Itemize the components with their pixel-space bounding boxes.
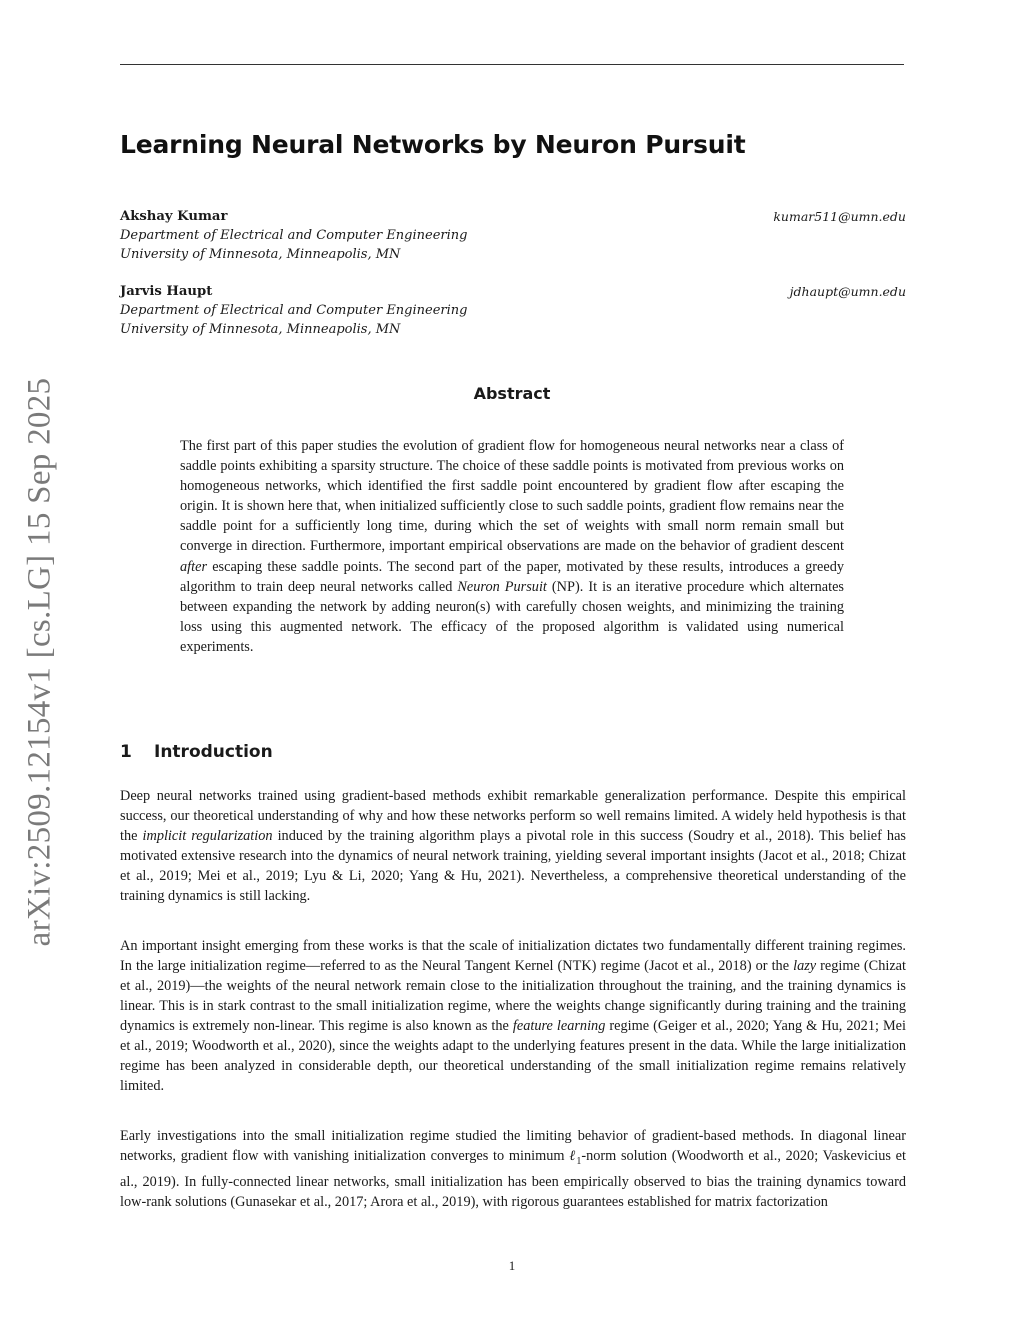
intro-paragraph-3	[120, 1126, 906, 1212]
abstract-text: The first part of this paper studies the evolution of gradient flow for homogeneous neural networks near a class of saddle points exhibiting a sparsity structure. The choice of these saddle points is motivated from previous works on homogeneous networks, which identified the first saddle point encountered by gradient flow after escaping the origin. It is shown here that, when initialized sufficiently close to such saddle points, gradient flow remains near the saddle point for a sufficiently long time, during which the set of weights with small norm remain small but converge in direction. Furthermore, important empirical observations are made on the behavior of gradient descent	[180, 438, 844, 555]
paragraph-emphasis: lazy	[793, 958, 817, 974]
author-university: University of Minnesota, Minneapolis, MN	[120, 322, 401, 337]
author-university: University of Minnesota, Minneapolis, MN	[120, 247, 401, 262]
paragraph-text: Deep neural networks trained using gradient-based methods exhibit remarkable generalization performance. Despite this empirical success, our theoretical understanding of why and how these networks perform so well remains limited. A widely held hypothesis is that the	[120, 788, 906, 844]
abstract-text: (NP). It is an iterative procedure which alternates between expanding the network by adding neuron(s) with carefully chosen weights, and minimizing the training loss using this augmented network. The efficacy of the proposed algorithm is validated using numerical experiments.	[180, 578, 844, 655]
top-rule	[120, 64, 904, 65]
math-symbol: ℓ	[569, 1148, 577, 1164]
abstract-body	[180, 436, 844, 657]
intro-paragraph-2	[120, 936, 906, 1096]
paragraph-text: regime (Geiger et al., 2020; Yang & Hu, 2021; Mei et al., 2019; Woodworth et al., 2020), since the weights adapt to the underlying features present in the data. While the large initialization regime has been analyzed in considerable depth, our theoretical understanding of the small initialization regime remains relatively limited.	[120, 1018, 906, 1094]
paragraph-text: Early investigations into the small initialization regime studied the limiting behavior of gradient-based methods. In diagonal linear networks, gradient flow with vanishing initialization converges to minimum	[120, 1128, 906, 1164]
paragraph-emphasis: implicit regularization	[142, 828, 273, 844]
author-name: Akshay Kumar	[120, 209, 228, 224]
paragraph-text: An important insight emerging from these works is that the scale of initialization dictates two fundamentally different training regimes. In the large initialization regime—referred to as the Neural Tangent Kernel (NTK) regime (Jacot et al., 2018) or the	[120, 938, 906, 974]
section-heading	[120, 742, 273, 762]
author-email: kumar511@umn.edu	[773, 209, 906, 224]
paragraph-text: -norm solution (Woodworth et al., 2020; Vaskevicius et al., 2019). In fully-connected linear networks, small initialization has been empirically observed to bias the training dynamics toward low-rank solutions (Gunasekar et al., 2017; Arora et al., 2019), with rigorous guarantees established for matrix factorization	[120, 1148, 906, 1210]
paragraph-text: regime (Chizat et al., 2019)—the weights of the neural network remain close to the initialization throughout the training, and the training dynamics is linear. This is in stark contrast to the small initialization regime, where the weights change significantly during training and the training dynamics is extremely non-linear. This regime is also known as the	[120, 958, 906, 1034]
abstract-heading: Abstract	[473, 384, 551, 403]
math-subscript: 1	[576, 1155, 582, 1167]
section-title: Introduction	[154, 742, 273, 762]
author-department: Department of Electrical and Computer Engineering	[120, 303, 468, 318]
section-number: 1	[120, 742, 132, 762]
arxiv-identifier: arXiv:2509.12154v1 [cs.LG] 15 Sep 2025	[21, 377, 58, 947]
paragraph-emphasis: feature learning	[512, 1018, 606, 1034]
abstract-emphasis: after	[180, 558, 208, 575]
intro-paragraph-1	[120, 786, 906, 906]
author-department: Department of Electrical and Computer Engineering	[120, 228, 468, 243]
paragraph-text: induced by the training algorithm plays a pivotal role in this success (Soudry et al., 2018). This belief has motivated extensive research into the dynamics of neural network training, yielding several important insights (Jacot et al., 2018; Chizat et al., 2019; Mei et al., 2019; Lyu & Li, 2020; Yang & Hu, 2021). Nevertheless, a comprehensive theoretical understanding of the training dynamics is still lacking.	[120, 828, 906, 904]
page-number: 1	[508, 1258, 516, 1273]
paper-title: Learning Neural Networks by Neuron Pursuit	[120, 130, 746, 159]
author-email: jdhaupt@umn.edu	[789, 284, 906, 299]
author-name: Jarvis Haupt	[120, 284, 213, 299]
abstract-text: escaping these saddle points. The second part of the paper, motivated by these results, introduces a greedy algorithm to train deep neural networks called	[180, 558, 844, 595]
author-block-1	[120, 207, 906, 264]
author-block-2	[120, 282, 906, 339]
abstract-emphasis: Neuron Pursuit	[457, 578, 547, 595]
